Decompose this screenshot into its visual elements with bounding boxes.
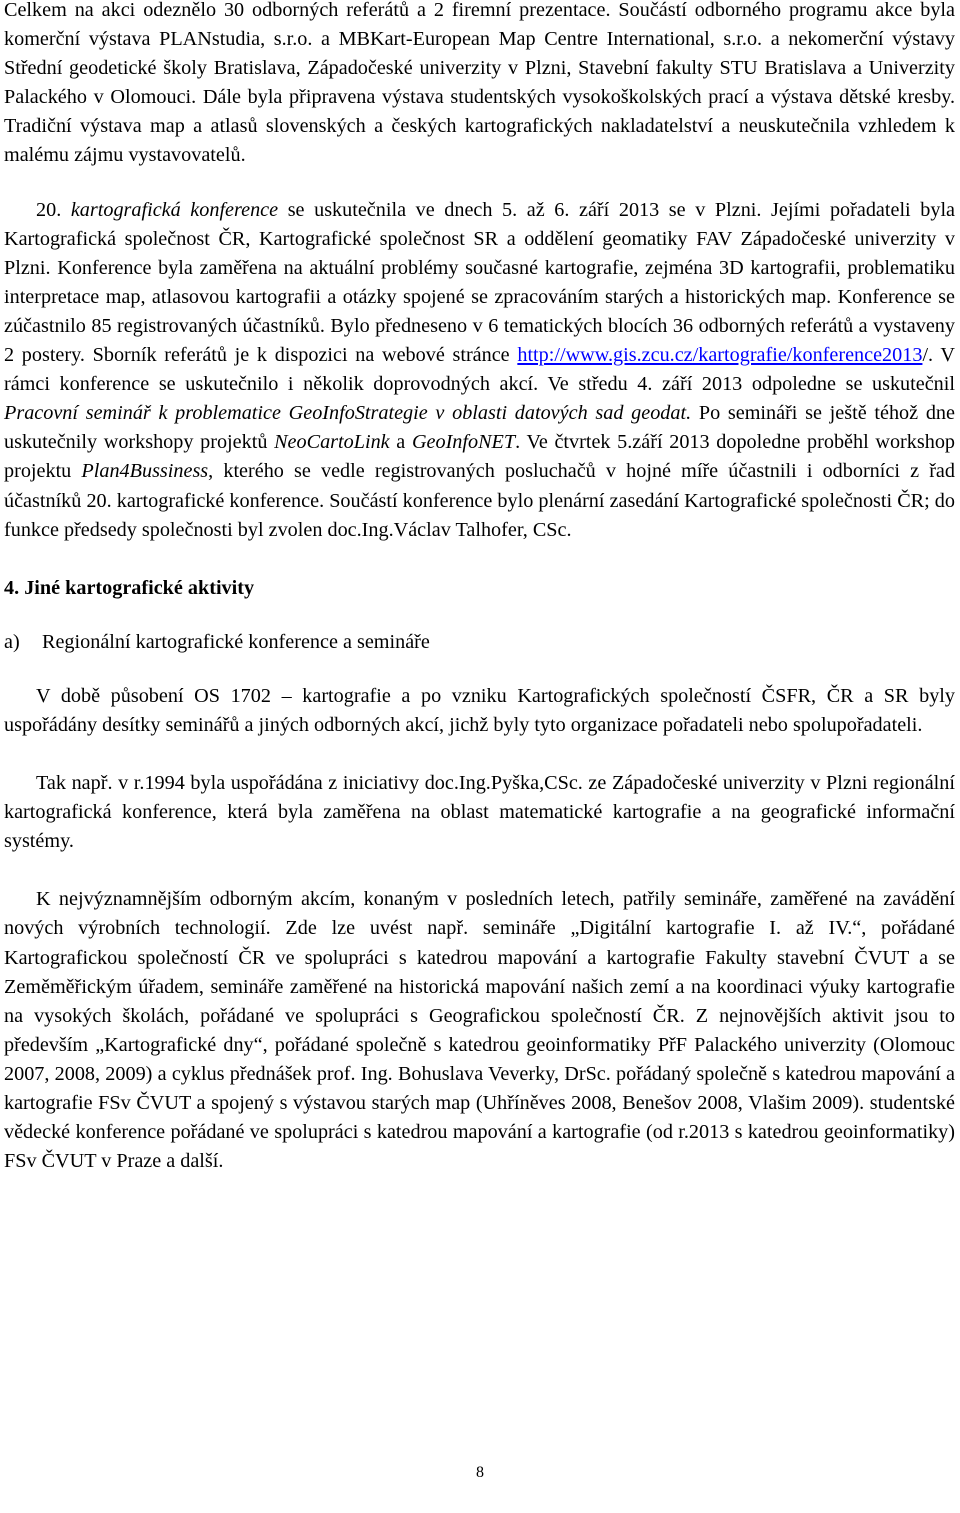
italic-span: kartografická konference: [70, 198, 279, 221]
text-span: , kterého se vedle registrovaných posluchačů v hojné míře účastnili i odborníci z řad účastníků 20. kartografické konference. Součástí konference bylo plenární zasedání Kartografické společnosti ČR; do funkce předsedy společnosti byl zvolen doc.Ing.Václav Talhofer, CSc.: [4, 460, 955, 541]
text-span: Po semináři se ještě téhož dne uskutečnily workshopy projektů: [4, 402, 955, 454]
italic-span: Plan4Bussiness: [81, 460, 209, 483]
text-span: 20.: [36, 198, 71, 221]
conference-link[interactable]: http://www.gis.zcu.cz/kartografie/konference2013: [517, 344, 923, 367]
subsection-title: Regionální kartografické konference a semináře: [42, 630, 430, 653]
italic-span: Pracovní seminář k problematice GeoInfoStrategie v oblasti datových sad geodat.: [4, 402, 692, 425]
paragraph-intro: Celkem na akci odeznělo 30 odborných referátů a 2 firemní prezentace. Součástí odborného programu akce byla komerční výstava PLANstudia, s.r.o. a MBKart-European Map Centre International, s.r.o. a nekomerční výstavy Střední geodetické školy Bratislava, Západočeské univerzity v Plzni, Stavební fakulty STU Bratislava a Univerzity Palackého v Olomouci. Dále byla připravena výstava studentských vysokoškolských prací a výstava dětské kresby. Tradiční výstava map a atlasů slovenských a českých kartografických nakladatelství a neuskutečnila vzhledem k malému zájmu vystavovatelů.: [4, 0, 955, 167]
section-heading: 4. Jiné kartografické aktivity: [4, 576, 255, 599]
document-page: [4, 0, 955, 1176]
paragraph-os1702: V době působení OS 1702 – kartografie a po vzniku Kartografických společností ČSFR, ČR a SR byly uspořádány desítky seminářů a jiných odborných akcí, jichž byly tyto organizace pořadateli nebo spolupořadateli.: [4, 684, 955, 736]
text-span: /. V rámci konference se uskutečnilo i několik doprovodných akcí. Ve středu 4. září 2013 odpoledne se uskutečnil: [4, 344, 955, 396]
text-span: a: [389, 431, 412, 454]
italic-span: NeoCartoLink: [274, 431, 390, 454]
subsection-label: a): [4, 630, 20, 653]
text-span: . Ve čtvrtek 5.září 2013 dopoledne proběhl workshop projektu: [4, 431, 956, 483]
subsection-heading: [4, 628, 955, 657]
page-number: 8: [476, 1464, 484, 1481]
paragraph-conference: [4, 196, 955, 545]
paragraph-1994: Tak např. v r.1994 byla uspořádána z iniciativy doc.Ing.Pyška,CSc. ze Západočeské univerzity v Plzni regionální kartografická konference, která byla zaměřena na oblast matematické kartografie a na geografické informační systémy.: [4, 772, 955, 853]
text-span: se uskutečnila ve dnech 5. až 6. září 2013 se v Plzni. Jejími pořadateli byla Kartografická společnost ČR, Kartografické společnost SR a oddělení geomatiky FAV Západočeské univerzity v Plzni. Konference byla zaměřena na aktuální problémy současné kartografie, zejména 3D kartografii, problematiku interpretace map, atlasovou kartografii a otázky spojené se zpracováním starých a historických map. Konference se zúčastnilo 85 registrovaných účastníků. Bylo předneseno v 6 tematických blocích 36 odborných referátů a vystaveny 2 postery. Sborník referátů je k dispozici na webové stránce: [4, 198, 956, 367]
paragraph-events: K nejvýznamnějším odborným akcím, konaným v posledních letech, patřily semináře, zaměřené na zavádění nových výrobních technologií. Zde lze uvést např. semináře „Digitální kartografie I. až IV.“, pořádané Kartografickou společností ČR ve spolupráci s katedrou mapování a kartografie Fakulty stavební ČVUT a se Zeměměřickým úřadem, semináře zaměřené na historická mapování našich zemí a na koordinaci výuky kartografie na vysokých školách, pořádané ve spolupráci s Geografickou společností ČR. Z nejnovějších aktivit jsou to především „Kartografické dny“, pořádané společně s katedrou geoinformatiky PřF Palackého univerzity (Olomouc 2007, 2008, 2009) a cyklus přednášek prof. Ing. Bohuslava Veverky, DrSc. pořádaný společně s katedrou mapování a kartografie FSv ČVUT a spojený s výstavou starých map (Uhříněves 2008, Benešov 2008, Vlašim 2009). studentské vědecké konference pořádané ve spolupráci s katedrou mapování a kartografie (od r.2013 s katedrou geoinformatiky) FSv ČVUT v Praze a další.: [4, 888, 955, 1173]
italic-span: GeoInfoNET: [411, 431, 516, 454]
